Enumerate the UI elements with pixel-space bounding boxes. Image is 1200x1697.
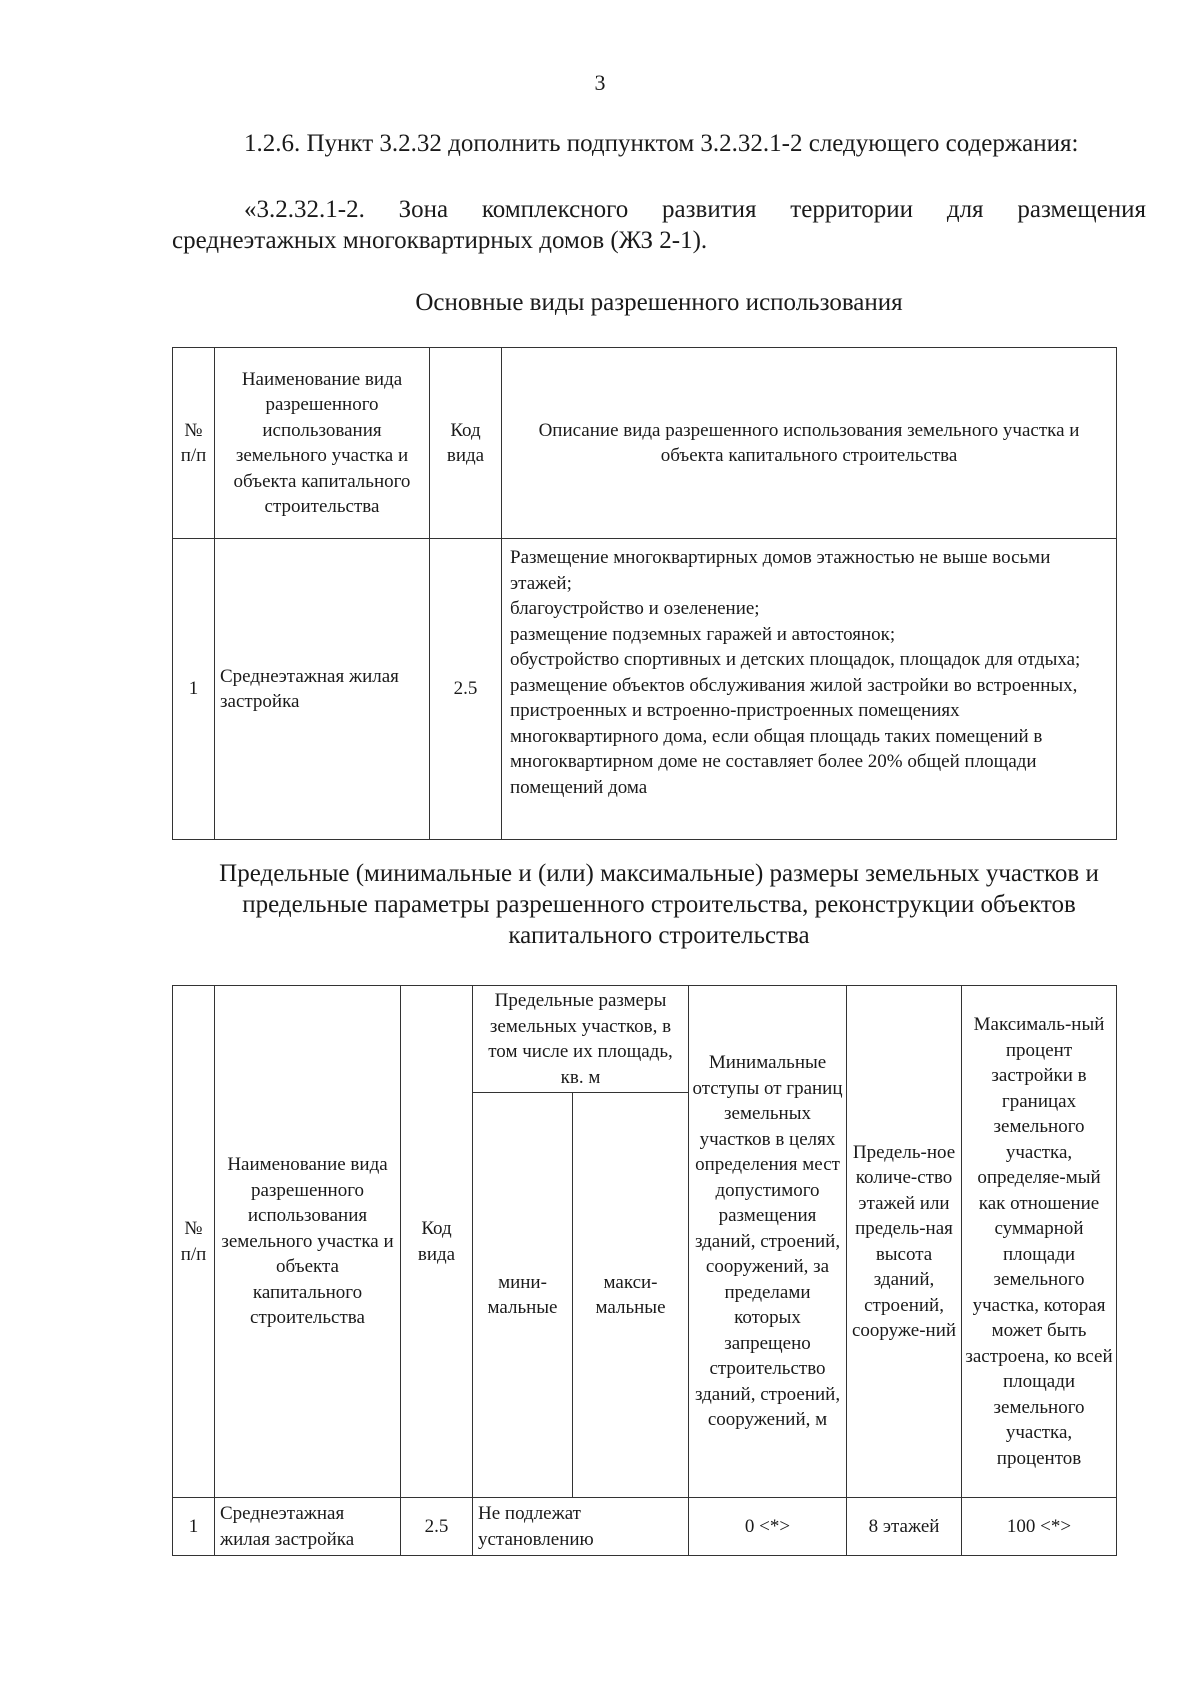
description-line: размещение подземных гаражей и автостоянок; bbox=[510, 623, 896, 645]
paragraph-amendment: 1.2.6. Пункт 3.2.32 дополнить подпунктом 3.2.32.1-2 следующего содержания: bbox=[244, 130, 1079, 157]
cell-floors: 8 этажей bbox=[847, 1498, 962, 1556]
cell-coverage: 100 <*> bbox=[962, 1498, 1117, 1556]
heading-limits: Предельные (минимальные и (или) максимальные) размеры земельных участков и предельные параметры разрешенного строительства, реконструкции объектов капитального строительства bbox=[219, 860, 1099, 949]
header-num: № п/п bbox=[173, 986, 215, 1498]
header-description: Описание вида разрешенного использования земельного участка и объекта капитального строительства bbox=[502, 348, 1117, 539]
description-line: обустройство спортивных и детских площадок, площадок для отдыха; bbox=[510, 649, 1081, 670]
header-min: мини-мальные bbox=[473, 1093, 573, 1498]
header-setbacks: Минимальные отступы от границ земельных участков в целях определения мест допустимого размещения зданий, строений, сооружений, за пределами которых запрещено строительство зданий, строений, сооружений, м bbox=[689, 986, 847, 1498]
cell-num: 1 bbox=[173, 1498, 215, 1556]
limits-table bbox=[172, 985, 1117, 1556]
header-max: макси-мальные bbox=[573, 1093, 689, 1498]
table-header-row bbox=[173, 986, 1117, 1093]
cell-num: 1 bbox=[173, 539, 215, 840]
header-num: № п/п bbox=[173, 348, 215, 539]
header-coverage: Максималь-ный процент застройки в границах земельного участка, определяе-мый как отношение суммарной площади земельного участка, которая может быть застроена, ко всей площади земельного участка, процентов bbox=[962, 986, 1117, 1498]
table-header-row bbox=[173, 348, 1117, 539]
heading-main-uses: Основные виды разрешенного использования bbox=[415, 289, 903, 316]
header-area-group: Предельные размеры земельных участков, в том числе их площадь, кв. м bbox=[473, 986, 689, 1093]
cell-setbacks: 0 <*> bbox=[689, 1498, 847, 1556]
cell-code: 2.5 bbox=[401, 1498, 473, 1556]
cell-area: Не подлежат установлению bbox=[473, 1498, 689, 1556]
table-row bbox=[173, 1498, 1117, 1556]
header-use-name: Наименование вида разрешенного использования земельного участка и объекта капитального строительства bbox=[215, 348, 430, 539]
description-line: Размещение многоквартирных домов этажностью не выше восьми этажей; bbox=[510, 547, 1051, 594]
header-code: Код вида bbox=[430, 348, 502, 539]
main-uses-table bbox=[172, 347, 1117, 840]
cell-code: 2.5 bbox=[430, 539, 502, 840]
description-line: размещение объектов обслуживания жилой застройки во встроенных, пристроенных и встроенно-пристроенных помещениях многоквартирного дома, если общая площадь таких помещений в многоквартирном доме не составляет более 20% общей площади помещений дома bbox=[510, 674, 1078, 798]
cell-use-name: Среднеэтажная жилая застройка bbox=[215, 1498, 401, 1556]
header-code: Код вида bbox=[401, 986, 473, 1498]
header-floors: Предель-ное количе-ство этажей или предель-ная высота зданий, строений, сооруже-ний bbox=[847, 986, 962, 1498]
header-use-name: Наименование вида разрешенного использования земельного участка и объекта капитального строительства bbox=[215, 986, 401, 1498]
paragraph-zone-title: «3.2.32.1-2. Зона комплексного развития территории для размещения среднеэтажных многоквартирных домов (ЖЗ 2-1). bbox=[172, 196, 1146, 254]
page-number: 3 bbox=[594, 70, 606, 95]
description-line: благоустройство и озеленение; bbox=[510, 598, 760, 619]
cell-description bbox=[502, 539, 1117, 840]
table-row bbox=[173, 539, 1117, 840]
cell-use-name: Среднеэтажная жилая застройка bbox=[215, 539, 430, 840]
